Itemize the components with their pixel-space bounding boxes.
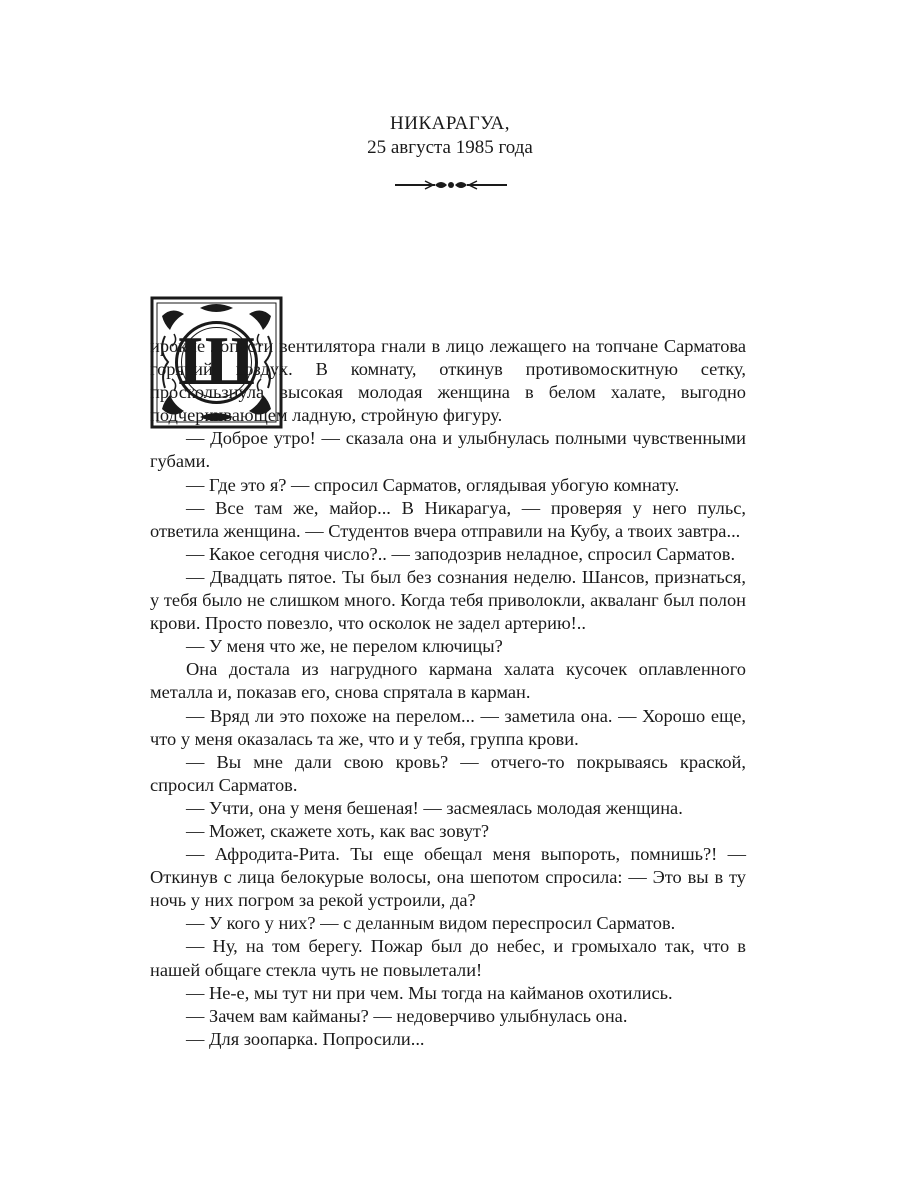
paragraph-opening: ирокие лопасти вентилятора гнали в лицо лежащего на топчане Сарматова горячий воздух. В комнату, откинув противомоскитную сетку, проскользнула высокая молодая женщина в белом халате, выгодно подчеркивающем ладную, стройную фигуру. <box>150 336 746 426</box>
paragraph: — У меня что же, не перелом ключицы? <box>186 636 503 657</box>
paragraph: — Какое сегодня число?.. — заподозрив неладное, спросил Сарматов. <box>186 543 736 564</box>
paragraph: — Может, скажете хоть, как вас зовут? <box>186 820 490 841</box>
scroll-divider-icon <box>395 178 507 192</box>
paragraph: — Не-е, мы тут ни при чем. Мы тогда на кайманов охотились. <box>186 982 673 1003</box>
paragraph: — Ну, на том берегу. Пожар был до небес, и громыхало так, что в нашей общаге стекла чуть не повылетали! <box>150 936 746 980</box>
paragraph: — Доброе утро! — сказала она и улыбнулась полными чувственными губами. <box>150 428 746 472</box>
paragraph: — Учти, она у меня бешеная! — засмеялась молодая женщина. <box>186 797 683 818</box>
paragraph: — Вы мне дали свою кровь? — отчего-то покрываясь краской, спросил Сарматов. <box>150 751 746 795</box>
paragraph: Она достала из нагрудного кармана халата кусочек оплавленного металла и, показав его, снова спрятала в карман. <box>150 659 746 703</box>
paragraph: — Все там же, майор... В Никарагуа, — проверяя у него пульс, ответила женщина. — Студентов вчера отправили на Кубу, а твоих завтра... <box>150 497 746 541</box>
body-text <box>150 335 746 1051</box>
paragraph: — У кого у них? — с деланным видом переспросил Сарматов. <box>186 913 676 934</box>
chapter-heading <box>0 112 900 160</box>
paragraph: — Афродита-Рита. Ты еще обещал меня выпороть, помнишь?! — Откинув с лица белокурые волосы, она шепотом спросила: — Это вы в ту ночь у них погром за рекой устроили, да? <box>150 844 746 911</box>
chapter-place: НИКАРАГУА, <box>390 113 510 134</box>
paragraph: — Двадцать пятое. Ты был без сознания неделю. Шансов, признаться, у тебя было не слишком много. Когда тебя приволокли, акваланг был полон крови. Просто повезло, что осколок не задел артерию!.. <box>150 566 746 634</box>
paragraph: — Для зоопарка. Попросили... <box>186 1028 425 1049</box>
paragraph: — Вряд ли это похоже на перелом... — заметила она. — Хорошо еще, что у меня оказалась та же, что и у тебя, группа крови. <box>150 705 746 749</box>
paragraph: — Где это я? — спросил Сарматов, оглядывая убогую комнату. <box>186 474 680 495</box>
chapter-date: 25 августа 1985 года <box>367 137 533 158</box>
drop-cap-letter: Ш <box>178 323 255 400</box>
paragraph: — Зачем вам кайманы? — недоверчиво улыбнулась она. <box>186 1005 628 1026</box>
